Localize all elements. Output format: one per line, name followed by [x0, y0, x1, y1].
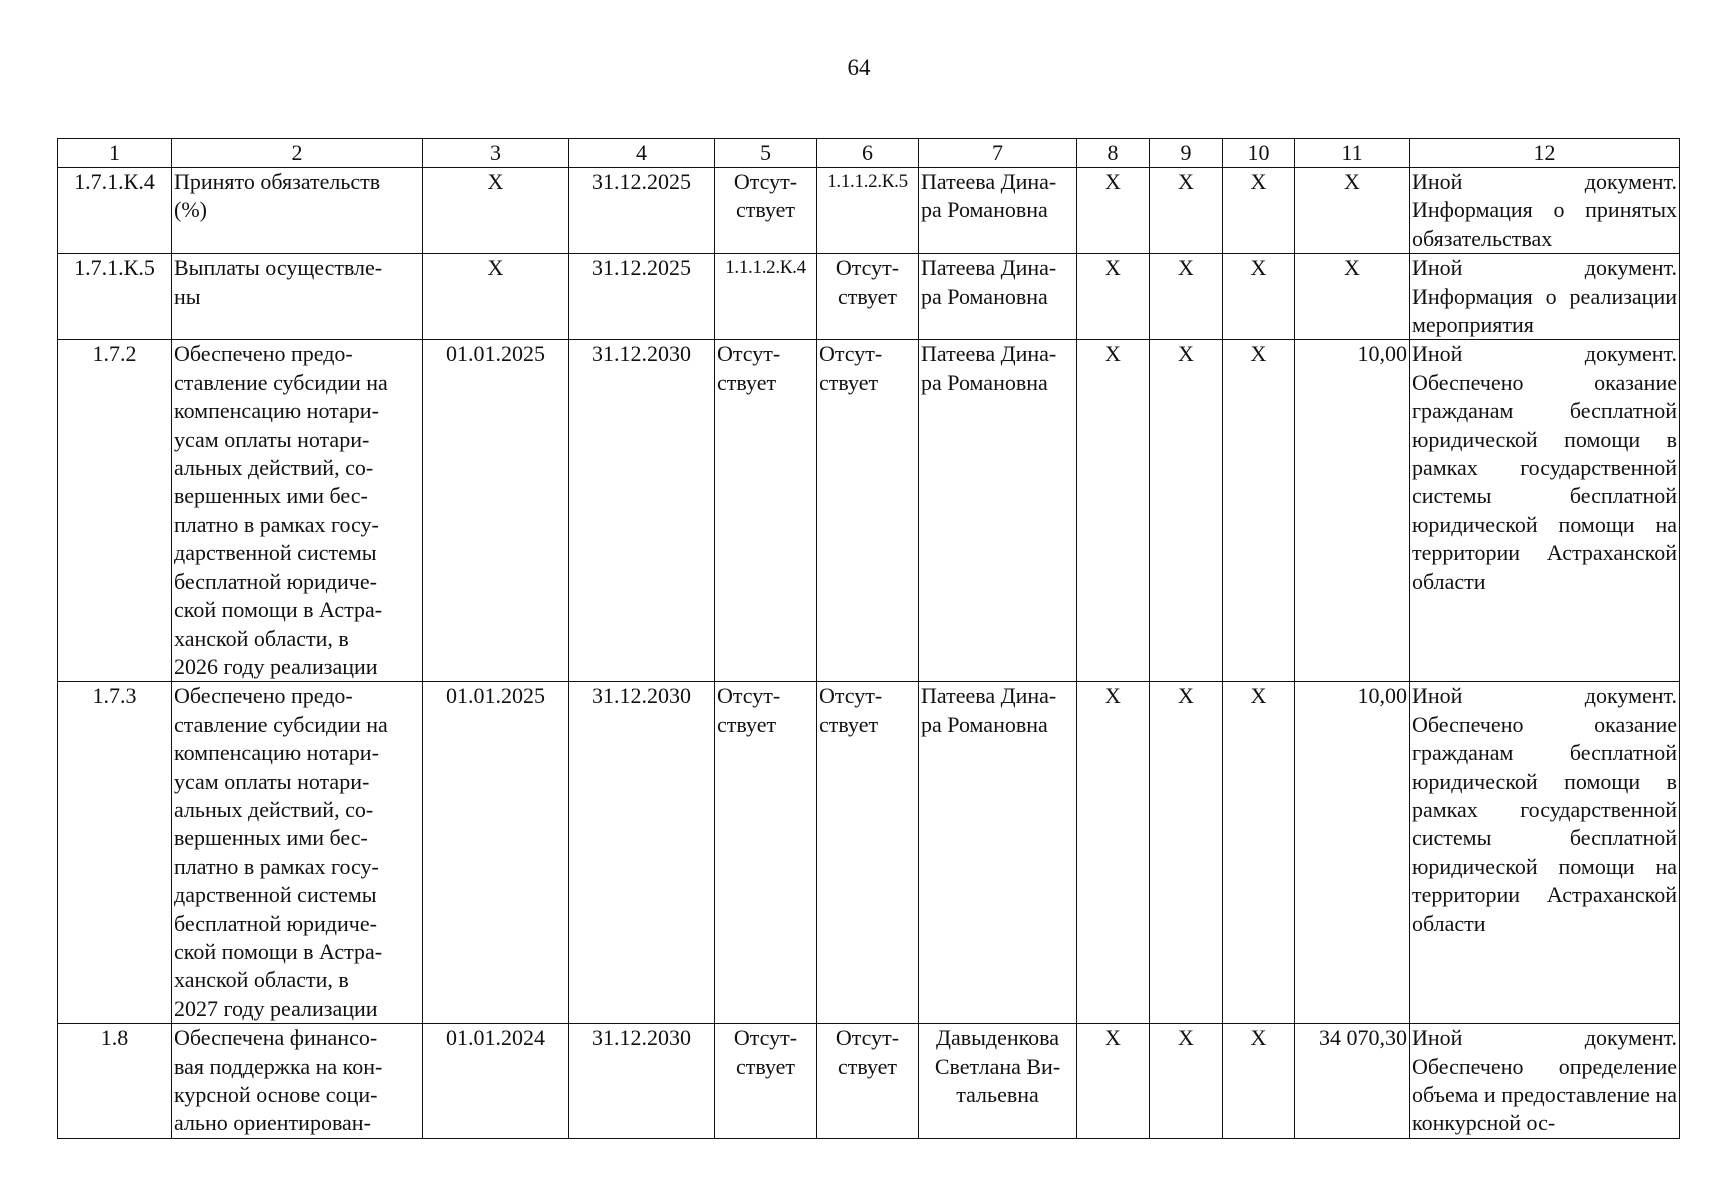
table-row [58, 168, 1680, 254]
successor-cell: 1.1.1.2.К.5 [817, 168, 919, 254]
predecessor-cell: Отсут- ствует [715, 1024, 817, 1139]
row-number-cell: 1.7.2 [58, 340, 172, 682]
responsible-cell: Давыденкова Светлана Ви- тальевна [919, 1024, 1077, 1139]
value-cell-11: 10,00 [1295, 340, 1410, 682]
value-cell-9: X [1150, 168, 1223, 254]
value-cell-11: X [1295, 254, 1410, 340]
document-cell: Иной документ. Обеспечено оказание гражданам бесплатной юридической помощи в рамках государственной системы бесплатной юридической помощи на территории Астраханской области [1410, 340, 1680, 682]
row-number-cell: 1.8 [58, 1024, 172, 1139]
predecessor-cell: Отсут- ствует [715, 340, 817, 682]
end-date-cell: 31.12.2025 [569, 168, 715, 254]
result-name-cell: Обеспечена финансо- вая поддержка на кон- курсной основе соци- ально ориентирован- [172, 1024, 423, 1139]
value-cell-10: X [1223, 1024, 1295, 1139]
responsible-cell: Патеева Дина- ра Романовна [919, 682, 1077, 1024]
plan-table [57, 138, 1680, 1139]
responsible-cell: Патеева Дина- ра Романовна [919, 340, 1077, 682]
result-name-cell: Обеспечено предо- ставление субсидии на компенсацию нотари- усам оплаты нотари- альных действий, со- вершенных ими бес- платно в рамках госу- дарственной системы бесплатной юридиче- ской помощи в Астра- ханской области, в 2026 году реализации [172, 340, 423, 682]
start-date-cell: 01.01.2025 [423, 340, 569, 682]
end-date-cell: 31.12.2030 [569, 1024, 715, 1139]
value-cell-11: 10,00 [1295, 682, 1410, 1024]
row-number-cell: 1.7.1.К.4 [58, 168, 172, 254]
value-cell-10: X [1223, 254, 1295, 340]
column-header: 1 [58, 139, 172, 168]
column-header: 9 [1150, 139, 1223, 168]
predecessor-cell: Отсут- ствует [715, 682, 817, 1024]
predecessor-cell: 1.1.1.2.К.4 [715, 254, 817, 340]
predecessor-cell: Отсут- ствует [715, 168, 817, 254]
value-cell-9: X [1150, 340, 1223, 682]
value-cell-9: X [1150, 254, 1223, 340]
column-header: 5 [715, 139, 817, 168]
value-cell-11: X [1295, 168, 1410, 254]
table-row [58, 682, 1680, 1024]
column-header: 2 [172, 139, 423, 168]
column-header: 4 [569, 139, 715, 168]
document-cell: Иной документ. Обеспечено определение объема и предоставление на конкурсной ос- [1410, 1024, 1680, 1139]
table-row [58, 340, 1680, 682]
column-header: 10 [1223, 139, 1295, 168]
responsible-cell: Патеева Дина- ра Романовна [919, 254, 1077, 340]
value-cell-8: X [1077, 682, 1150, 1024]
value-cell-8: X [1077, 168, 1150, 254]
start-date-cell: X [423, 254, 569, 340]
successor-cell: Отсут- ствует [817, 254, 919, 340]
value-cell-8: X [1077, 254, 1150, 340]
value-cell-8: X [1077, 340, 1150, 682]
document-cell: Иной документ. Информация о принятых обязательствах [1410, 168, 1680, 254]
column-header: 6 [817, 139, 919, 168]
value-cell-9: X [1150, 1024, 1223, 1139]
value-cell-10: X [1223, 340, 1295, 682]
value-cell-8: X [1077, 1024, 1150, 1139]
successor-cell: Отсут- ствует [817, 1024, 919, 1139]
result-name-cell: Обеспечено предо- ставление субсидии на компенсацию нотари- усам оплаты нотари- альных действий, со- вершенных ими бес- платно в рамках госу- дарственной системы бесплатной юридиче- ской помощи в Астра- ханской области, в 2027 году реализации [172, 682, 423, 1024]
value-cell-10: X [1223, 168, 1295, 254]
start-date-cell: X [423, 168, 569, 254]
column-header: 3 [423, 139, 569, 168]
row-number-cell: 1.7.3 [58, 682, 172, 1024]
end-date-cell: 31.12.2030 [569, 340, 715, 682]
start-date-cell: 01.01.2025 [423, 682, 569, 1024]
start-date-cell: 01.01.2024 [423, 1024, 569, 1139]
successor-cell: Отсут- ствует [817, 682, 919, 1024]
responsible-cell: Патеева Дина- ра Романовна [919, 168, 1077, 254]
document-cell: Иной документ. Обеспечено оказание гражданам бесплатной юридической помощи в рамках государственной системы бесплатной юридической помощи на территории Астраханской области [1410, 682, 1680, 1024]
column-number-row [58, 139, 1680, 168]
table-row [58, 1024, 1680, 1139]
column-header: 12 [1410, 139, 1680, 168]
end-date-cell: 31.12.2030 [569, 682, 715, 1024]
column-header: 8 [1077, 139, 1150, 168]
page-number: 64 [847, 55, 871, 80]
end-date-cell: 31.12.2025 [569, 254, 715, 340]
value-cell-11: 34 070,30 [1295, 1024, 1410, 1139]
value-cell-10: X [1223, 682, 1295, 1024]
value-cell-9: X [1150, 682, 1223, 1024]
result-name-cell: Принято обязательств (%) [172, 168, 423, 254]
document-cell: Иной документ. Информация о реализации мероприятия [1410, 254, 1680, 340]
successor-cell: Отсут- ствует [817, 340, 919, 682]
table-row [58, 254, 1680, 340]
result-name-cell: Выплаты осуществле- ны [172, 254, 423, 340]
column-header: 7 [919, 139, 1077, 168]
column-header: 11 [1295, 139, 1410, 168]
row-number-cell: 1.7.1.К.5 [58, 254, 172, 340]
